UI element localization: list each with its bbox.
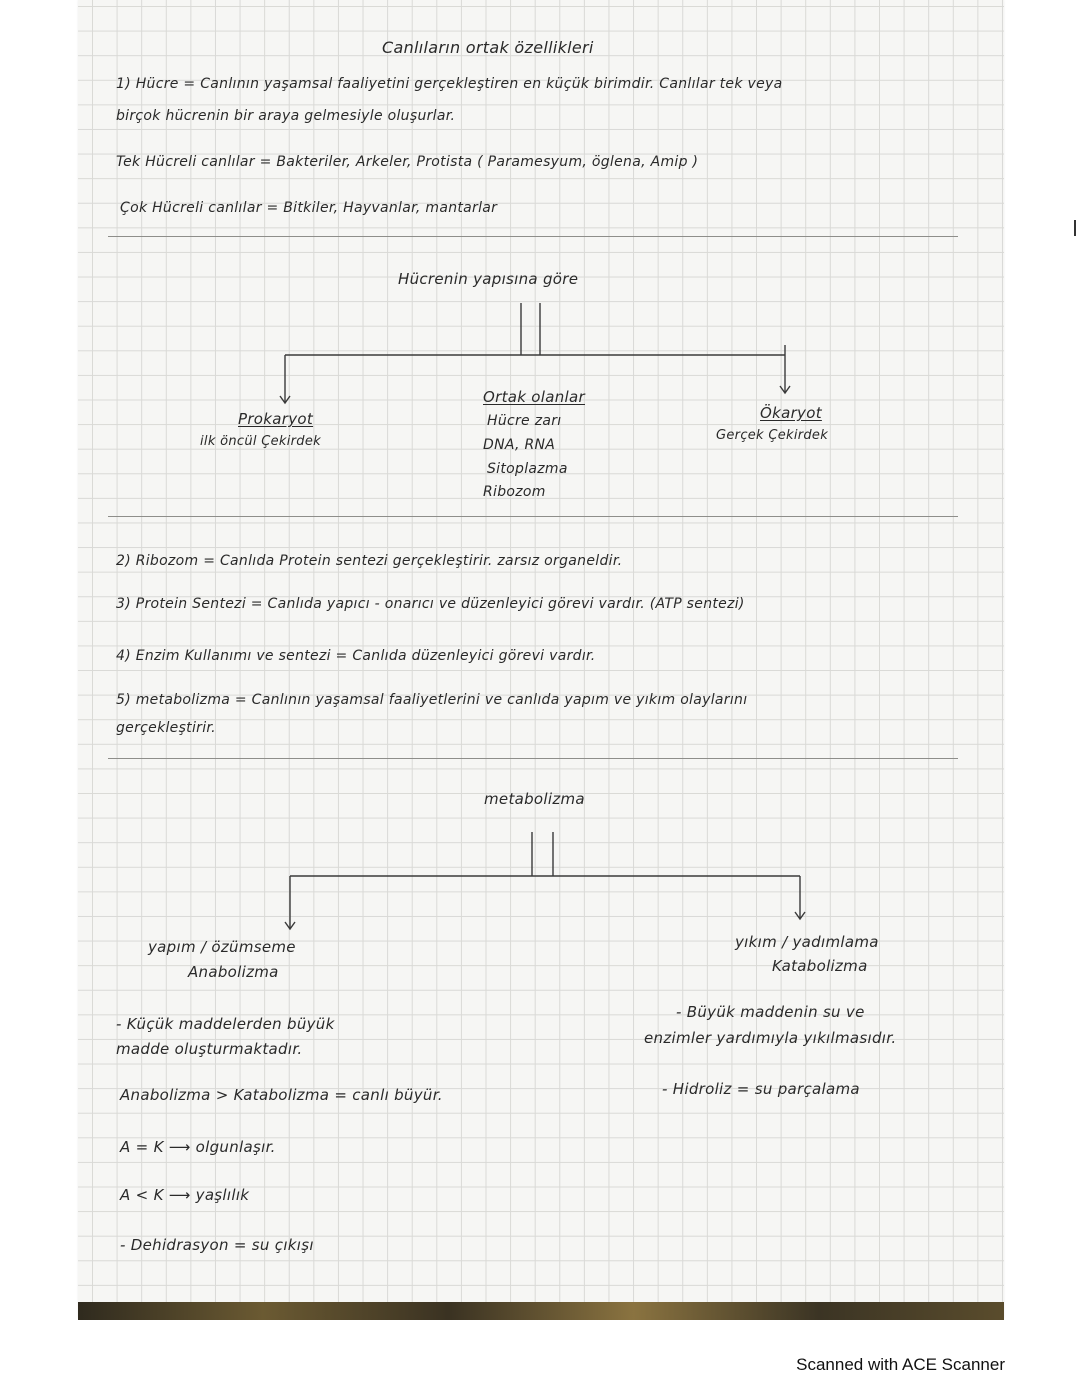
divider-1 (108, 236, 958, 237)
cell-definition-line1: 1) Hücre = Canlının yaşamsal faaliyetini gerçekleştiren en küçük birimdir. Canlılar tek veya (116, 76, 783, 92)
anabolism-subtitle: Anabolizma (188, 963, 279, 981)
anabolism-note-1: - Küçük maddelerden büyük (116, 1015, 335, 1033)
cell-definition-line2: birçok hücrenin bir araya gelmesiyle oluşurlar. (116, 108, 456, 124)
common-feature-3: Sitoplazma (487, 461, 568, 477)
scanner-footer: Scanned with ACE Scanner (796, 1355, 1005, 1374)
less-note: A < K ⟶ yaşlılık (120, 1186, 250, 1204)
common-feature-2: DNA, RNA (483, 437, 556, 453)
metabolism-item-line2: gerçekleştirir. (116, 720, 216, 736)
anabolism-note-2: madde oluşturmaktadır. (116, 1040, 303, 1058)
common-feature-1: Hücre zarı (487, 413, 562, 429)
divider-2 (108, 516, 958, 517)
metabolism-heading: metabolizma (484, 790, 585, 808)
eukaryote-subtitle: Gerçek Çekirdek (716, 428, 829, 443)
cell-structure-heading: Hücrenin yapısına göre (398, 270, 579, 288)
common-feature-4: Ribozom (483, 484, 546, 500)
catabolism-title: yıkım / yadımlama (735, 933, 879, 951)
catabolism-note-2: enzimler yardımıyla yıkılmasıdır. (644, 1029, 897, 1047)
prokaryote-title: Prokaryot (238, 410, 314, 428)
catabolism-subtitle: Katabolizma (772, 957, 868, 975)
metabolism-item-line1: 5) metabolizma = Canlının yaşamsal faaliyetlerini ve canlıda yapım ve yıkım olaylarını (116, 692, 748, 708)
catabolism-note-1: - Büyük maddenin su ve (676, 1003, 865, 1021)
eukaryote-title: Ökaryot (760, 404, 822, 422)
equal-note: A = K ⟶ olgunlaşır. (120, 1138, 276, 1156)
dehydration-note: - Dehidrasyon = su çıkışı (120, 1236, 314, 1254)
page-title: Canlıların ortak özellikleri (382, 38, 594, 57)
multi-cell-organisms: Çok Hücreli canlılar = Bitkiler, Hayvanlar, mantarlar (120, 200, 498, 216)
anabolism-title: yapım / özümseme (148, 938, 296, 956)
common-features-title: Ortak olanlar (483, 388, 585, 406)
protein-synthesis-item: 3) Protein Sentezi = Canlıda yapıcı - onarıcı ve düzenleyici görevi vardır. (ATP sentezi) (116, 596, 745, 612)
ribosome-item: 2) Ribozom = Canlıda Protein sentezi gerçekleştirir. zarsız organeldir. (116, 553, 623, 569)
single-cell-organisms: Tek Hücreli canlılar = Bakteriler, Arkeler, Protista ( Paramesyum, öglena, Amip ) (116, 154, 699, 170)
divider-3 (108, 758, 958, 759)
enzyme-item: 4) Enzim Kullanımı ve sentezi = Canlıda düzenleyici görevi vardır. (116, 648, 596, 664)
anabolism-greater-note: Anabolizma > Katabolizma = canlı büyür. (120, 1086, 443, 1104)
hydrolysis-note: - Hidroliz = su parçalama (662, 1080, 860, 1098)
prokaryote-subtitle: ilk öncül Çekirdek (200, 434, 321, 449)
